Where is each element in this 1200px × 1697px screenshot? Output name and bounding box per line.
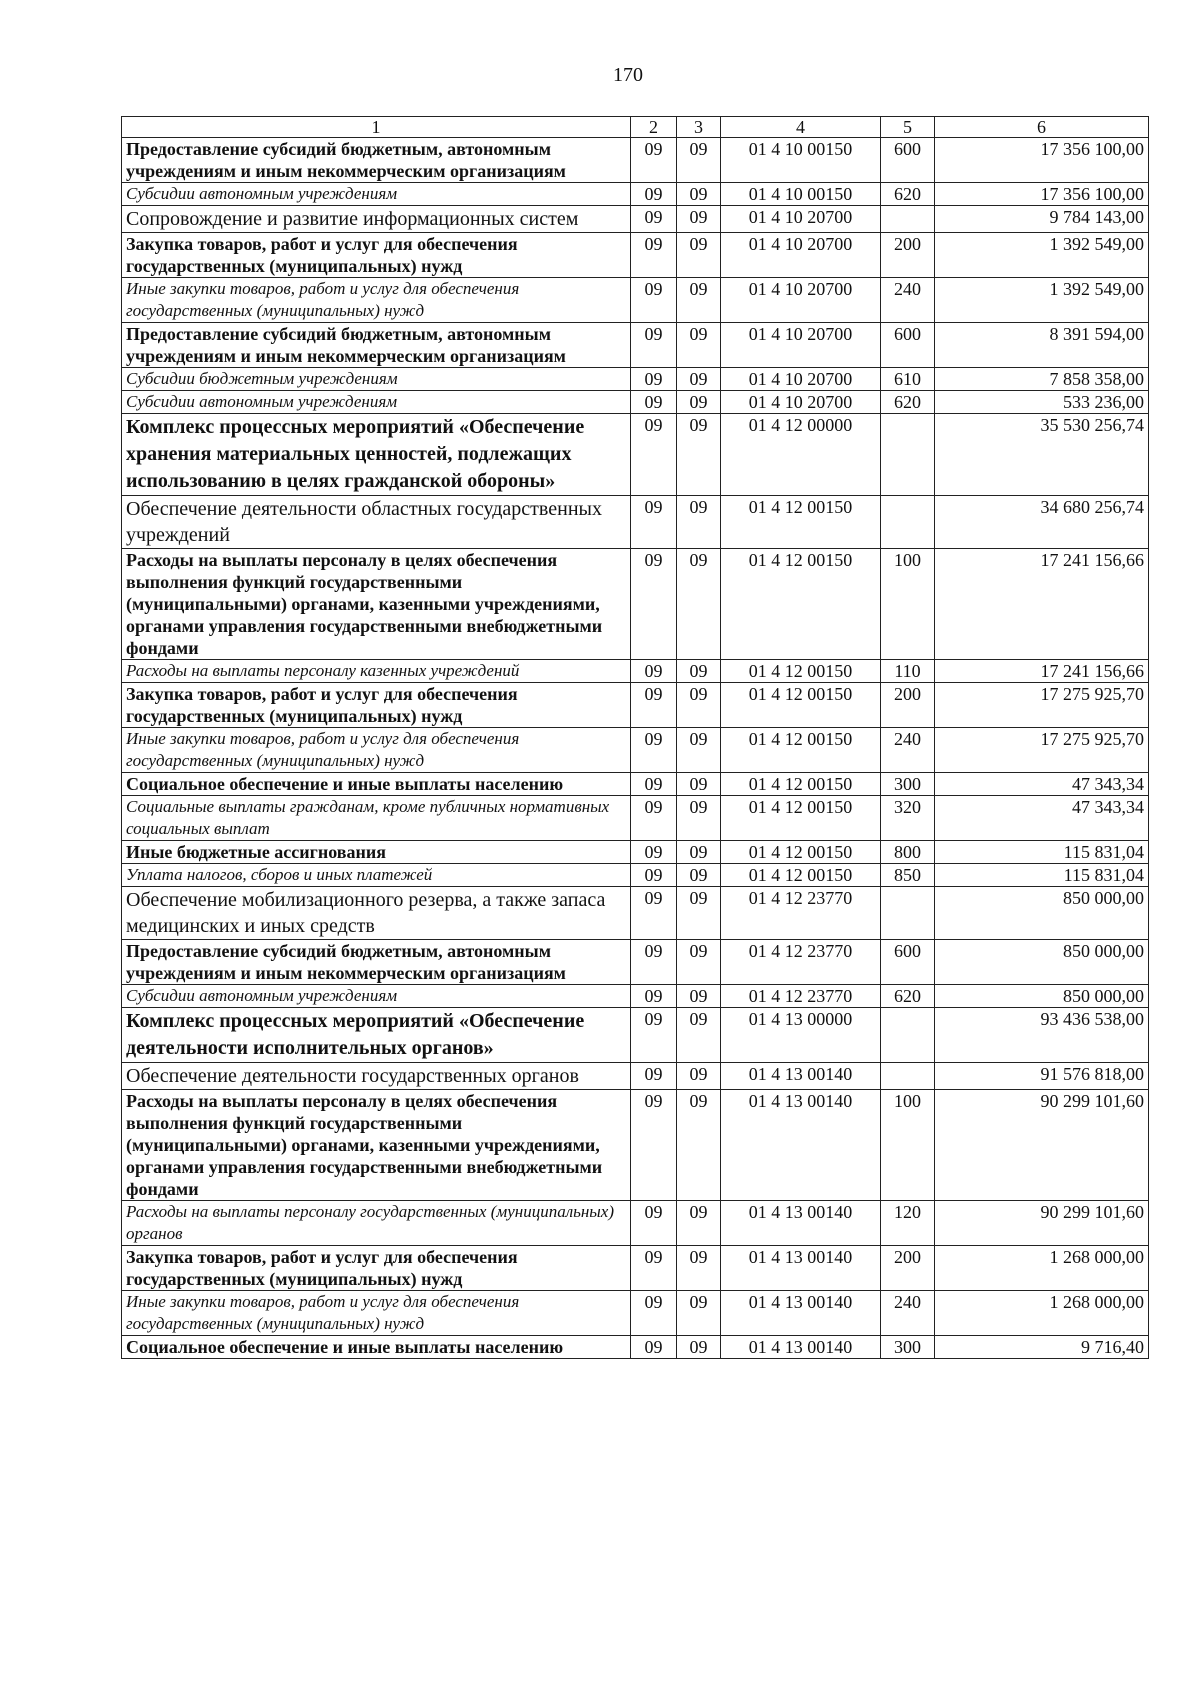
row-name-cell: Социальное обеспечение и иные выплаты населению (122, 1336, 631, 1359)
row-section-cell: 09 (631, 940, 677, 985)
row-name-cell: Предоставление субсидий бюджетным, автономным учреждениям и иным некоммерческим организациям (122, 323, 631, 368)
table-row (122, 1291, 1149, 1336)
row-amount-cell: 47 343,34 (935, 796, 1149, 841)
row-section-cell: 09 (631, 414, 677, 496)
row-amount-cell: 115 831,04 (935, 841, 1149, 864)
row-amount-cell: 47 343,34 (935, 773, 1149, 796)
row-target-code-cell: 01 4 12 00150 (721, 683, 881, 728)
row-target-code-cell: 01 4 12 00150 (721, 496, 881, 549)
row-target-code-cell: 01 4 10 20700 (721, 278, 881, 323)
row-section-cell: 09 (631, 1063, 677, 1090)
table-row (122, 683, 1149, 728)
table-row (122, 233, 1149, 278)
table-row (122, 368, 1149, 391)
row-expense-type-cell: 600 (881, 323, 935, 368)
row-expense-type-cell: 300 (881, 1336, 935, 1359)
row-subsection-cell: 09 (677, 660, 721, 683)
row-target-code-cell: 01 4 10 20700 (721, 206, 881, 233)
row-target-code-cell: 01 4 10 00150 (721, 138, 881, 183)
table-row (122, 278, 1149, 323)
table-row (122, 728, 1149, 773)
row-section-cell: 09 (631, 549, 677, 660)
row-amount-cell: 850 000,00 (935, 985, 1149, 1008)
table-row (122, 1246, 1149, 1291)
row-subsection-cell: 09 (677, 773, 721, 796)
row-expense-type-cell (881, 206, 935, 233)
row-target-code-cell: 01 4 10 00150 (721, 183, 881, 206)
row-target-code-cell: 01 4 12 00150 (721, 660, 881, 683)
row-amount-cell: 34 680 256,74 (935, 496, 1149, 549)
row-expense-type-cell: 800 (881, 841, 935, 864)
row-section-cell: 09 (631, 496, 677, 549)
row-amount-cell: 115 831,04 (935, 864, 1149, 887)
row-expense-type-cell (881, 496, 935, 549)
row-section-cell: 09 (631, 1090, 677, 1201)
row-section-cell: 09 (631, 368, 677, 391)
header-col-5: 5 (881, 117, 935, 138)
table-row (122, 985, 1149, 1008)
row-target-code-cell: 01 4 12 00150 (721, 728, 881, 773)
row-expense-type-cell: 600 (881, 940, 935, 985)
row-section-cell: 09 (631, 683, 677, 728)
header-col-6: 6 (935, 117, 1149, 138)
row-name-cell: Иные закупки товаров, работ и услуг для обеспечения государственных (муниципальных) нужд (122, 728, 631, 773)
table-row (122, 1063, 1149, 1090)
row-section-cell: 09 (631, 728, 677, 773)
row-expense-type-cell: 110 (881, 660, 935, 683)
row-expense-type-cell: 850 (881, 864, 935, 887)
table-row (122, 841, 1149, 864)
table-row (122, 1008, 1149, 1063)
table-row (122, 940, 1149, 985)
row-subsection-cell: 09 (677, 233, 721, 278)
row-expense-type-cell (881, 887, 935, 940)
row-name-cell: Закупка товаров, работ и услуг для обеспечения государственных (муниципальных) нужд (122, 233, 631, 278)
row-target-code-cell: 01 4 13 00140 (721, 1336, 881, 1359)
table-row (122, 864, 1149, 887)
row-subsection-cell: 09 (677, 1063, 721, 1090)
row-subsection-cell: 09 (677, 138, 721, 183)
table-row (122, 773, 1149, 796)
row-target-code-cell: 01 4 13 00000 (721, 1008, 881, 1063)
row-amount-cell: 533 236,00 (935, 391, 1149, 414)
row-section-cell: 09 (631, 206, 677, 233)
row-name-cell: Обеспечение деятельности государственных органов (122, 1063, 631, 1090)
row-target-code-cell: 01 4 13 00140 (721, 1090, 881, 1201)
row-amount-cell: 91 576 818,00 (935, 1063, 1149, 1090)
row-subsection-cell: 09 (677, 278, 721, 323)
row-amount-cell: 850 000,00 (935, 887, 1149, 940)
table-row (122, 1090, 1149, 1201)
row-expense-type-cell: 200 (881, 1246, 935, 1291)
row-name-cell: Закупка товаров, работ и услуг для обеспечения государственных (муниципальных) нужд (122, 683, 631, 728)
row-name-cell: Обеспечение мобилизационного резерва, а также запаса медицинских и иных средств (122, 887, 631, 940)
row-subsection-cell: 09 (677, 1008, 721, 1063)
row-name-cell: Иные закупки товаров, работ и услуг для обеспечения государственных (муниципальных) нужд (122, 278, 631, 323)
row-target-code-cell: 01 4 12 00000 (721, 414, 881, 496)
row-amount-cell: 17 356 100,00 (935, 183, 1149, 206)
row-expense-type-cell: 620 (881, 183, 935, 206)
table-row (122, 183, 1149, 206)
table-row (122, 549, 1149, 660)
table-row (122, 796, 1149, 841)
row-amount-cell: 93 436 538,00 (935, 1008, 1149, 1063)
row-section-cell: 09 (631, 1246, 677, 1291)
row-expense-type-cell: 100 (881, 1090, 935, 1201)
row-expense-type-cell: 240 (881, 1291, 935, 1336)
row-expense-type-cell (881, 1063, 935, 1090)
row-subsection-cell: 09 (677, 323, 721, 368)
row-expense-type-cell: 200 (881, 683, 935, 728)
row-name-cell: Субсидии автономным учреждениям (122, 985, 631, 1008)
row-amount-cell: 8 391 594,00 (935, 323, 1149, 368)
row-expense-type-cell: 240 (881, 278, 935, 323)
row-expense-type-cell: 320 (881, 796, 935, 841)
row-target-code-cell: 01 4 12 00150 (721, 796, 881, 841)
table-header-row (122, 117, 1149, 138)
row-expense-type-cell: 610 (881, 368, 935, 391)
row-amount-cell: 17 275 925,70 (935, 728, 1149, 773)
row-expense-type-cell (881, 1008, 935, 1063)
row-subsection-cell: 09 (677, 841, 721, 864)
table-row (122, 414, 1149, 496)
header-col-2: 2 (631, 117, 677, 138)
row-amount-cell: 17 241 156,66 (935, 549, 1149, 660)
row-name-cell: Расходы на выплаты персоналу казенных учреждений (122, 660, 631, 683)
row-amount-cell: 9 784 143,00 (935, 206, 1149, 233)
row-section-cell: 09 (631, 1201, 677, 1246)
row-target-code-cell: 01 4 10 20700 (721, 391, 881, 414)
row-amount-cell: 17 356 100,00 (935, 138, 1149, 183)
row-section-cell: 09 (631, 864, 677, 887)
row-target-code-cell: 01 4 12 23770 (721, 940, 881, 985)
row-amount-cell: 90 299 101,60 (935, 1090, 1149, 1201)
row-subsection-cell: 09 (677, 391, 721, 414)
row-amount-cell: 1 392 549,00 (935, 278, 1149, 323)
table-row (122, 323, 1149, 368)
header-col-1: 1 (122, 117, 631, 138)
row-section-cell: 09 (631, 660, 677, 683)
row-name-cell: Субсидии автономным учреждениям (122, 391, 631, 414)
table-row (122, 1336, 1149, 1359)
row-target-code-cell: 01 4 12 00150 (721, 549, 881, 660)
row-section-cell: 09 (631, 1008, 677, 1063)
row-amount-cell: 35 530 256,74 (935, 414, 1149, 496)
row-subsection-cell: 09 (677, 796, 721, 841)
row-name-cell: Иные бюджетные ассигнования (122, 841, 631, 864)
row-subsection-cell: 09 (677, 864, 721, 887)
header-col-3: 3 (677, 117, 721, 138)
row-name-cell: Обеспечение деятельности областных государственных учреждений (122, 496, 631, 549)
row-section-cell: 09 (631, 233, 677, 278)
row-target-code-cell: 01 4 12 00150 (721, 864, 881, 887)
row-name-cell: Субсидии автономным учреждениям (122, 183, 631, 206)
table-row (122, 391, 1149, 414)
row-subsection-cell: 09 (677, 1336, 721, 1359)
header-col-4: 4 (721, 117, 881, 138)
table-row (122, 887, 1149, 940)
row-amount-cell: 1 392 549,00 (935, 233, 1149, 278)
row-name-cell: Субсидии бюджетным учреждениям (122, 368, 631, 391)
row-expense-type-cell: 620 (881, 985, 935, 1008)
row-expense-type-cell: 100 (881, 549, 935, 660)
table-row (122, 206, 1149, 233)
row-amount-cell: 1 268 000,00 (935, 1246, 1149, 1291)
row-name-cell: Расходы на выплаты персоналу в целях обеспечения выполнения функций государственными (муниципальными) органами, казенными учреждениями, органами управления государственными внебюджетными фондами (122, 549, 631, 660)
row-target-code-cell: 01 4 12 00150 (721, 773, 881, 796)
row-target-code-cell: 01 4 12 23770 (721, 887, 881, 940)
row-target-code-cell: 01 4 13 00140 (721, 1063, 881, 1090)
row-name-cell: Расходы на выплаты персоналу государственных (муниципальных) органов (122, 1201, 631, 1246)
row-name-cell: Социальные выплаты гражданам, кроме публичных нормативных социальных выплат (122, 796, 631, 841)
row-amount-cell: 850 000,00 (935, 940, 1149, 985)
row-expense-type-cell: 620 (881, 391, 935, 414)
row-subsection-cell: 09 (677, 1090, 721, 1201)
row-subsection-cell: 09 (677, 414, 721, 496)
row-expense-type-cell (881, 414, 935, 496)
row-subsection-cell: 09 (677, 496, 721, 549)
row-subsection-cell: 09 (677, 728, 721, 773)
table-row (122, 496, 1149, 549)
row-amount-cell: 9 716,40 (935, 1336, 1149, 1359)
row-subsection-cell: 09 (677, 206, 721, 233)
row-subsection-cell: 09 (677, 1291, 721, 1336)
row-amount-cell: 1 268 000,00 (935, 1291, 1149, 1336)
row-expense-type-cell: 120 (881, 1201, 935, 1246)
row-subsection-cell: 09 (677, 368, 721, 391)
row-expense-type-cell: 600 (881, 138, 935, 183)
row-name-cell: Уплата налогов, сборов и иных платежей (122, 864, 631, 887)
row-target-code-cell: 01 4 10 20700 (721, 368, 881, 391)
row-subsection-cell: 09 (677, 549, 721, 660)
row-name-cell: Расходы на выплаты персоналу в целях обеспечения выполнения функций государственными (муниципальными) органами, казенными учреждениями, органами управления государственными внебюджетными фондами (122, 1090, 631, 1201)
row-section-cell: 09 (631, 985, 677, 1008)
row-amount-cell: 90 299 101,60 (935, 1201, 1149, 1246)
row-name-cell: Комплекс процессных мероприятий «Обеспечение деятельности исполнительных органов» (122, 1008, 631, 1063)
row-subsection-cell: 09 (677, 985, 721, 1008)
row-amount-cell: 7 858 358,00 (935, 368, 1149, 391)
row-section-cell: 09 (631, 841, 677, 864)
row-name-cell: Иные закупки товаров, работ и услуг для обеспечения государственных (муниципальных) нужд (122, 1291, 631, 1336)
row-target-code-cell: 01 4 12 00150 (721, 841, 881, 864)
row-section-cell: 09 (631, 323, 677, 368)
row-target-code-cell: 01 4 13 00140 (721, 1201, 881, 1246)
table-row (122, 1201, 1149, 1246)
row-section-cell: 09 (631, 1336, 677, 1359)
row-name-cell: Предоставление субсидий бюджетным, автономным учреждениям и иным некоммерческим организациям (122, 940, 631, 985)
row-amount-cell: 17 275 925,70 (935, 683, 1149, 728)
row-subsection-cell: 09 (677, 887, 721, 940)
row-subsection-cell: 09 (677, 683, 721, 728)
table-row (122, 660, 1149, 683)
row-expense-type-cell: 240 (881, 728, 935, 773)
row-section-cell: 09 (631, 183, 677, 206)
row-target-code-cell: 01 4 12 23770 (721, 985, 881, 1008)
row-section-cell: 09 (631, 887, 677, 940)
row-section-cell: 09 (631, 1291, 677, 1336)
table-row (122, 138, 1149, 183)
row-section-cell: 09 (631, 391, 677, 414)
row-expense-type-cell: 200 (881, 233, 935, 278)
row-subsection-cell: 09 (677, 940, 721, 985)
row-section-cell: 09 (631, 138, 677, 183)
row-name-cell: Закупка товаров, работ и услуг для обеспечения государственных (муниципальных) нужд (122, 1246, 631, 1291)
row-name-cell: Комплекс процессных мероприятий «Обеспечение хранения материальных ценностей, подлежащих использованию в целях гражданской обороны» (122, 414, 631, 496)
row-section-cell: 09 (631, 796, 677, 841)
row-target-code-cell: 01 4 10 20700 (721, 233, 881, 278)
row-target-code-cell: 01 4 10 20700 (721, 323, 881, 368)
row-name-cell: Социальное обеспечение и иные выплаты населению (122, 773, 631, 796)
row-subsection-cell: 09 (677, 1201, 721, 1246)
row-subsection-cell: 09 (677, 1246, 721, 1291)
row-target-code-cell: 01 4 13 00140 (721, 1291, 881, 1336)
row-section-cell: 09 (631, 773, 677, 796)
budget-table (121, 116, 1149, 1359)
page-number: 170 (613, 64, 643, 86)
row-target-code-cell: 01 4 13 00140 (721, 1246, 881, 1291)
row-subsection-cell: 09 (677, 183, 721, 206)
row-name-cell: Предоставление субсидий бюджетным, автономным учреждениям и иным некоммерческим организациям (122, 138, 631, 183)
row-amount-cell: 17 241 156,66 (935, 660, 1149, 683)
row-name-cell: Сопровождение и развитие информационных систем (122, 206, 631, 233)
row-expense-type-cell: 300 (881, 773, 935, 796)
row-section-cell: 09 (631, 278, 677, 323)
